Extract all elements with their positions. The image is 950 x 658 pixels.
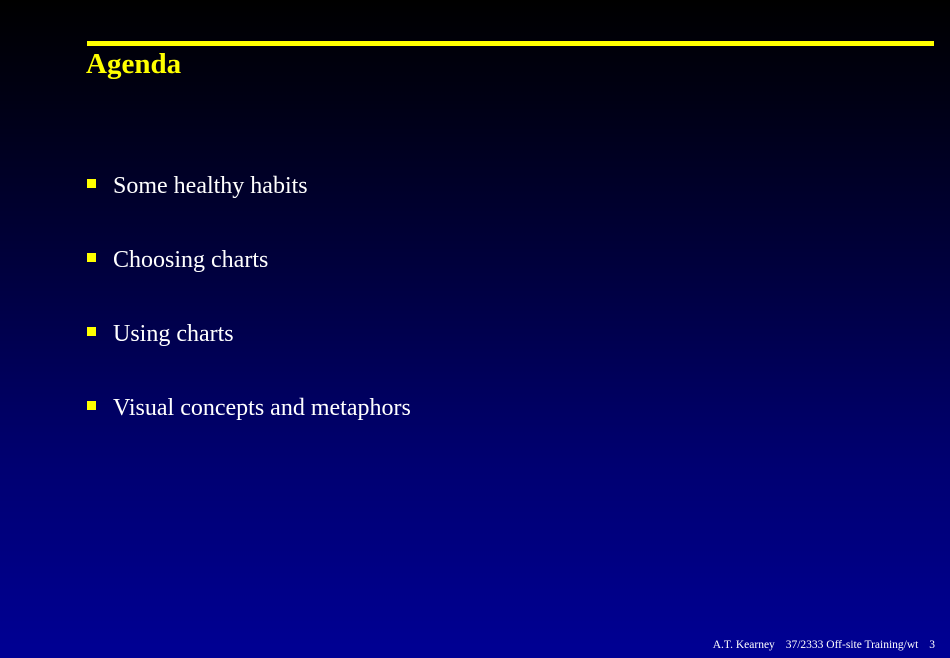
slide-title: Agenda	[86, 48, 182, 80]
square-bullet-icon	[87, 253, 96, 262]
footer-page-number: 3	[929, 639, 935, 651]
agenda-item-text: Some healthy habits	[113, 173, 308, 199]
square-bullet-icon	[87, 179, 96, 188]
agenda-item-text: Choosing charts	[113, 247, 269, 273]
agenda-item-text: Using charts	[113, 321, 234, 347]
footer-reference: 37/2333 Off-site Training/wt	[785, 639, 919, 651]
title-rule	[87, 41, 934, 46]
square-bullet-icon	[87, 327, 96, 336]
square-bullet-icon	[87, 401, 96, 410]
footer-company: A.T. Kearney	[712, 639, 775, 651]
slide-footer	[713, 637, 935, 653]
agenda-item-text: Visual concepts and metaphors	[113, 395, 411, 421]
